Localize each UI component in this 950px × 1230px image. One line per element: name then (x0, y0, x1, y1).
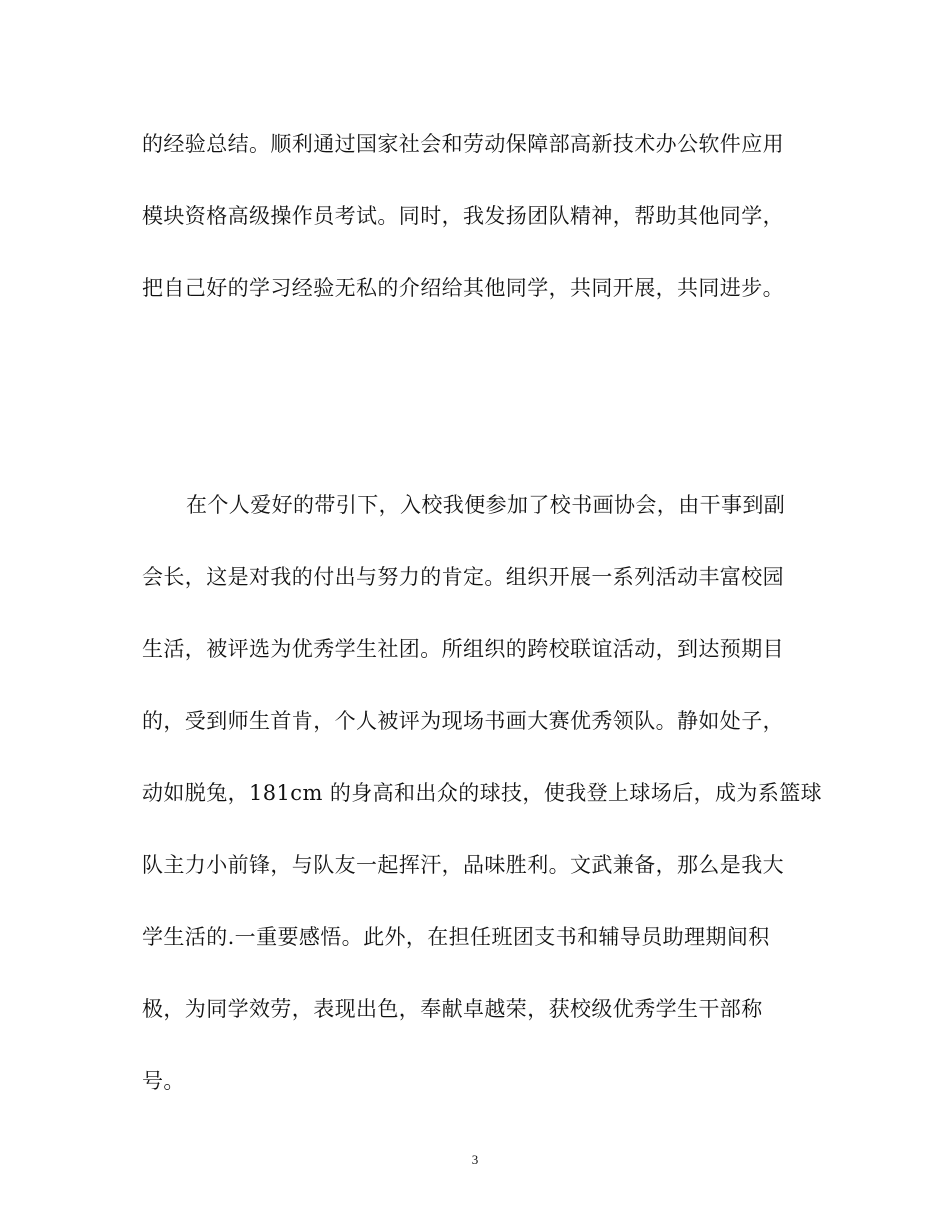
paragraph-2-line-3: 生活，被评选为优秀学生社团。所组织的跨校联谊活动，到达预期目 (142, 637, 784, 661)
paragraph-2-line-2: 会长，这是对我的付出与努力的肯定。组织开展一系列活动丰富校园 (142, 565, 784, 589)
paragraph-2-line-6: 队主力小前锋，与队友一起挥汗，品味胜利。文武兼备，那么是我大 (142, 853, 784, 877)
paragraph-2-line-5: 动如脱兔，181cm 的身高和出众的球技，使我登上球场后，成为系篮球 (142, 781, 823, 805)
paragraph-2-line-1: 在个人爱好的带引下，入校我便参加了校书画协会，由干事到副 (186, 493, 786, 517)
paragraph-2-line-4: 的，受到师生首肯，个人被评为现场书画大赛优秀领队。静如处子， (142, 709, 784, 733)
paragraph-1-line-1: 的经验总结。顺利通过国家社会和劳动保障部高新技术办公软件应用 (142, 132, 784, 156)
paragraph-2-line-7: 学生活的.一重要感悟。此外，在担任班团支书和辅导员助理期间积 (142, 925, 770, 949)
paragraph-2-line-9: 号。 (142, 1069, 185, 1093)
page-number: 3 (471, 1152, 479, 1167)
paragraph-2-line-8: 极，为同学效劳，表现出色，奉献卓越荣，获校级优秀学生干部称 (142, 997, 763, 1021)
paragraph-1-line-2: 模块资格高级操作员考试。同时，我发扬团队精神，帮助其他同学， (142, 204, 784, 228)
paragraph-1-line-3: 把自己好的学习经验无私的介绍给其他同学，共同开展，共同进步。 (142, 276, 784, 300)
